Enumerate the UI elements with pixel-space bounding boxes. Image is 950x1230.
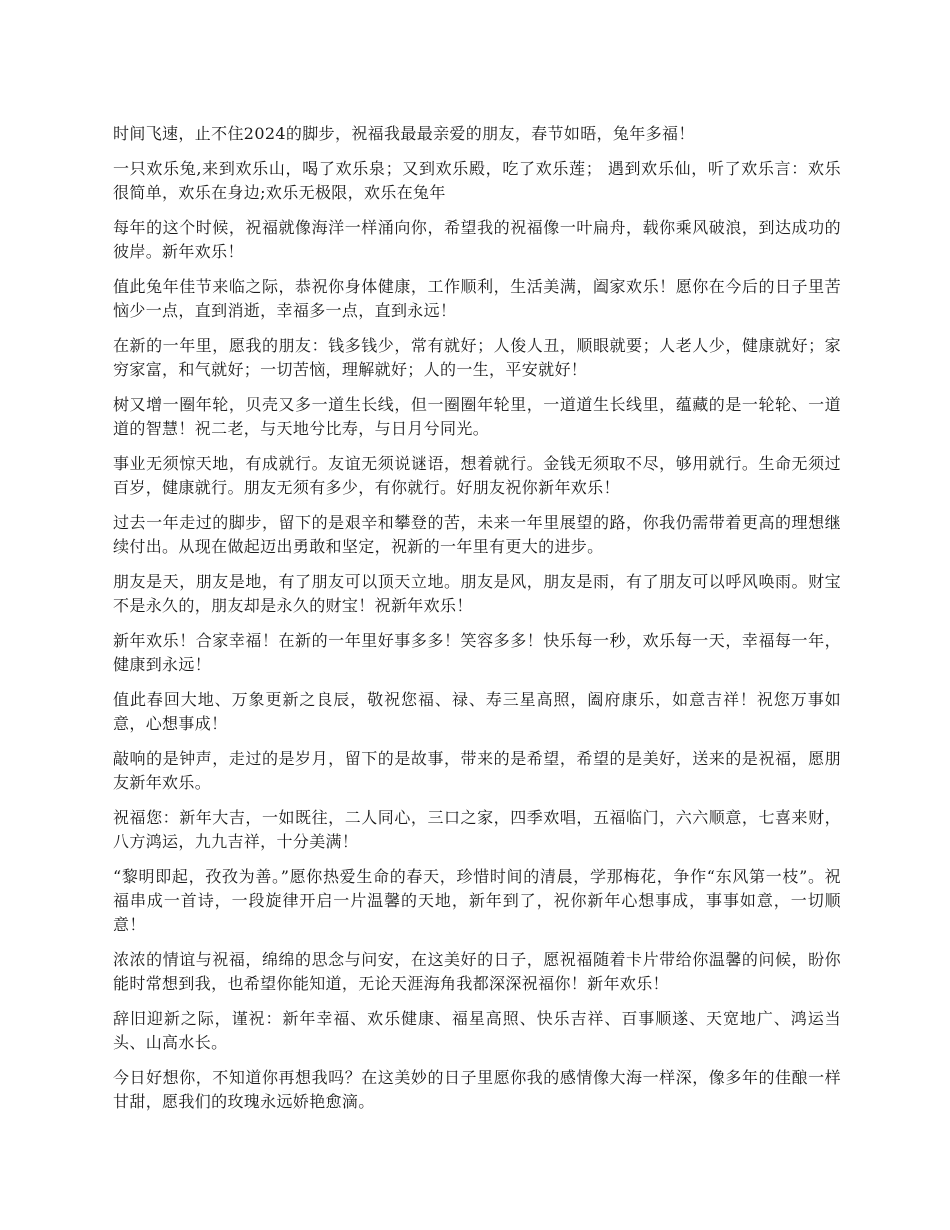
paragraph: 值此春回大地、万象更新之良辰，敬祝您福、禄、寿三星高照，阖府康乐，如意吉祥！祝您万事如意，心想事成！: [113, 690, 841, 733]
paragraph: 树又增一圈年轮，贝壳又多一道生长线，但一圈圈年轮里，一道道生长线里，蕴藏的是一轮轮、一道道的智慧！祝二老，与天地兮比寿，与日月兮同光。: [113, 395, 841, 438]
paragraph: 事业无须惊天地，有成就行。友谊无须说谜语，想着就行。金钱无须取不尽，够用就行。生命无须过百岁，健康就行。朋友无须有多少，有你就行。好朋友祝你新年欢乐！: [113, 454, 841, 497]
paragraph: 过去一年走过的脚步，留下的是艰辛和攀登的苦，未来一年里展望的路，你我仍需带着更高的理想继续付出。从现在做起迈出勇敢和坚定，祝新的一年里有更大的进步。: [113, 513, 841, 556]
paragraph: 辞旧迎新之际，谨祝：新年幸福、欢乐健康、福星高照、快乐吉祥、百事顺遂、天宽地广、鸿运当头、山高水长。: [113, 1009, 841, 1052]
paragraph: 朋友是天，朋友是地，有了朋友可以顶天立地。朋友是风，朋友是雨，有了朋友可以呼风唤雨。财宝不是永久的，朋友却是永久的财宝！祝新年欢乐！: [113, 572, 841, 615]
paragraph: 今日好想你，不知道你再想我吗？在这美妙的日子里愿你我的感情像大海一样深，像多年的佳酿一样甘甜，愿我们的玫瑰永远娇艳愈滴。: [113, 1068, 841, 1111]
paragraph: 在新的一年里，愿我的朋友：钱多钱少，常有就好；人俊人丑，顺眼就要；人老人少，健康就好；家穷家富，和气就好；一切苦恼，理解就好；人的一生，平安就好！: [113, 336, 841, 379]
paragraph: “黎明即起，孜孜为善。”愿你热爱生命的春天，珍惜时间的清晨，学那梅花，争作“东风第一枝”。祝福串成一首诗，一段旋律开启一片温馨的天地，新年到了，祝你新年心想事成，事事如意，一切顺意！: [113, 867, 841, 934]
paragraph: 值此兔年佳节来临之际，恭祝你身体健康，工作顺利，生活美满，阖家欢乐！愿你在今后的日子里苦恼少一点，直到消逝，幸福多一点，直到永远！: [113, 277, 841, 320]
paragraph: 敲响的是钟声，走过的是岁月，留下的是故事，带来的是希望，希望的是美好，送来的是祝福，愿朋友新年欢乐。: [113, 749, 841, 792]
paragraph: 新年欢乐！合家幸福！在新的一年里好事多多！笑容多多！快乐每一秒，欢乐每一天，幸福每一年，健康到永远！: [113, 631, 841, 674]
paragraph: 祝福您：新年大吉，一如既往，二人同心，三口之家，四季欢唱，五福临门，六六顺意，七喜来财，八方鸿运，九九吉祥，十分美满！: [113, 808, 841, 851]
paragraph: 每年的这个时候，祝福就像海洋一样涌向你，希望我的祝福像一叶扁舟，载你乘风破浪，到达成功的彼岸。新年欢乐！: [113, 218, 841, 261]
paragraph: 一只欢乐兔,来到欢乐山，喝了欢乐泉；又到欢乐殿，吃了欢乐莲； 遇到欢乐仙，听了欢乐言：欢乐很简单，欢乐在身边;欢乐无极限，欢乐在兔年: [113, 159, 841, 202]
paragraph: 浓浓的情谊与祝福，绵绵的思念与问安，在这美好的日子，愿祝福随着卡片带给你温馨的问候，盼你能时常想到我，也希望你能知道，无论天涯海角我都深深祝福你！新年欢乐！: [113, 950, 841, 993]
paragraph: 时间飞速，止不住2024的脚步，祝福我最最亲爱的朋友，春节如晤，兔年多福！: [113, 124, 695, 143]
document-body: [113, 122, 841, 1125]
